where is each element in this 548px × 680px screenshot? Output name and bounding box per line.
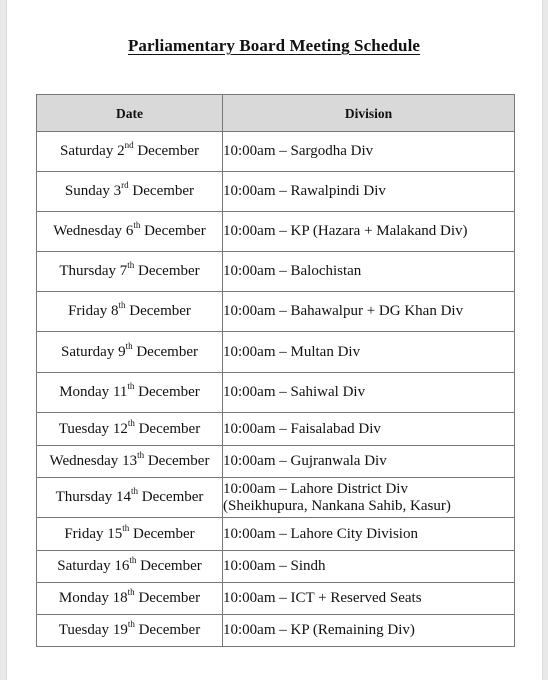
division-text: 10:00am – ICT + Reserved Seats — [223, 590, 422, 606]
month: December — [138, 263, 200, 279]
ordinal-suffix: th — [118, 300, 126, 310]
ordinal-suffix: th — [122, 522, 130, 533]
date-cell — [37, 615, 223, 647]
day-number: 13 — [122, 453, 138, 469]
division-cell — [223, 583, 515, 615]
division-cell — [223, 172, 515, 212]
date-cell — [37, 551, 223, 583]
table-row — [37, 446, 515, 478]
day-number: 7 — [119, 263, 128, 279]
day-number: 6 — [125, 223, 134, 239]
division-cell — [223, 292, 515, 332]
month: December — [129, 303, 191, 319]
table-row — [37, 252, 515, 292]
division-text: 10:00am – Sargodha Div — [223, 143, 374, 159]
month: December — [133, 525, 195, 542]
month: December — [144, 223, 206, 239]
division-cell — [223, 478, 515, 518]
day-number: 8 — [111, 303, 119, 319]
weekday: Saturday — [61, 343, 115, 360]
weekday: Monday — [59, 384, 110, 400]
day-number: 3 — [113, 183, 122, 199]
date-cell — [37, 252, 223, 292]
division-cell — [223, 413, 515, 446]
division-text: 10:00am – Multan Div — [223, 343, 361, 360]
month: December — [138, 420, 201, 437]
ordinal-suffix: th — [127, 260, 135, 270]
ordinal-suffix: nd — [124, 140, 134, 150]
weekday: Tuesday — [58, 622, 110, 638]
date-cell — [37, 172, 223, 212]
ordinal-suffix: th — [127, 417, 135, 428]
header-row — [37, 95, 515, 132]
date-cell — [37, 583, 223, 615]
table-row — [37, 373, 515, 413]
table-row — [37, 292, 515, 332]
division-cell — [223, 373, 515, 413]
ordinal-suffix: th — [129, 555, 137, 565]
division-text: 10:00am – KP (Remaining Div) — [223, 622, 415, 638]
month: December — [137, 143, 199, 159]
weekday: Saturday — [60, 143, 114, 159]
weekday: Sunday — [64, 183, 110, 199]
day-number: 19 — [112, 622, 128, 638]
division-column-header: Division — [223, 95, 515, 132]
schedule-table — [36, 94, 515, 647]
division-text: 10:00am – Gujranwala Div — [223, 453, 387, 469]
division-cell — [223, 332, 515, 373]
weekday: Monday — [58, 590, 109, 606]
page-title: Parliamentary Board Meeting Schedule — [127, 36, 421, 55]
division-cell — [223, 212, 515, 252]
division-text: 10:00am – Rawalpindi Div — [223, 183, 386, 199]
date-cell — [37, 212, 223, 252]
month: December — [138, 590, 201, 606]
table-row — [37, 332, 515, 373]
division-text: 10:00am – Sindh — [223, 558, 326, 574]
day-number: 14 — [116, 489, 131, 505]
ordinal-suffix: th — [127, 381, 135, 391]
division-text: 10:00am – Balochistan — [223, 263, 362, 279]
day-number: 12 — [112, 420, 128, 437]
date-cell — [37, 332, 223, 373]
table-row — [37, 172, 515, 212]
division-cell — [223, 132, 515, 172]
table-row — [37, 413, 515, 446]
month: December — [147, 453, 210, 469]
division-text: (Sheikhupura, Nankana Sahib, Kasur) — [223, 497, 451, 514]
month: December — [141, 489, 204, 505]
ordinal-suffix: th — [125, 340, 133, 351]
table-row — [37, 615, 515, 647]
table-row — [37, 478, 515, 518]
date-cell — [37, 132, 223, 172]
table-row — [37, 583, 515, 615]
ordinal-suffix: rd — [121, 180, 129, 190]
weekday: Saturday — [57, 558, 111, 574]
division-text: 10:00am – Sahiwal Div — [223, 384, 366, 400]
table-row — [37, 212, 515, 252]
weekday: Friday — [64, 525, 104, 542]
weekday: Friday — [68, 303, 108, 319]
date-cell — [37, 413, 223, 446]
ordinal-suffix: th — [131, 486, 139, 496]
division-cell — [223, 518, 515, 551]
month: December — [140, 558, 202, 574]
date-cell — [37, 446, 223, 478]
month: December — [138, 384, 200, 400]
date-cell — [37, 292, 223, 332]
division-text: 10:00am – Lahore City Division — [223, 525, 418, 542]
month: December — [136, 343, 198, 360]
weekday: Wednesday — [53, 223, 123, 239]
division-text: 10:00am – KP (Hazara + Malakand Div) — [223, 223, 468, 239]
division-text: 10:00am – Bahawalpur + DG Khan Div — [223, 303, 464, 319]
day-number: 2 — [117, 143, 125, 159]
weekday: Tuesday — [58, 420, 110, 437]
table-row — [37, 551, 515, 583]
day-number: 15 — [107, 525, 123, 542]
weekday: Thursday — [59, 263, 116, 279]
date-column-header: Date — [37, 95, 223, 132]
schedule-body — [37, 132, 515, 647]
division-cell — [223, 551, 515, 583]
day-number: 11 — [112, 384, 128, 400]
day-number: 18 — [112, 590, 128, 606]
ordinal-suffix: th — [127, 587, 135, 597]
division-text: 10:00am – Lahore District Div — [223, 480, 408, 497]
table-row — [37, 518, 515, 551]
division-cell — [223, 446, 515, 478]
weekday: Wednesday — [49, 453, 119, 469]
date-cell — [37, 373, 223, 413]
division-cell — [223, 252, 515, 292]
division-cell — [223, 615, 515, 647]
date-cell — [37, 518, 223, 551]
month: December — [138, 622, 201, 638]
day-number: 9 — [118, 343, 126, 360]
ordinal-suffix: th — [133, 220, 141, 230]
month: December — [132, 183, 195, 199]
weekday: Thursday — [55, 489, 113, 505]
table-row — [37, 132, 515, 172]
day-number: 16 — [114, 558, 130, 574]
ordinal-suffix: th — [137, 450, 145, 460]
date-cell — [37, 478, 223, 518]
division-text: 10:00am – Faisalabad Div — [223, 420, 381, 437]
ordinal-suffix: th — [127, 619, 135, 629]
